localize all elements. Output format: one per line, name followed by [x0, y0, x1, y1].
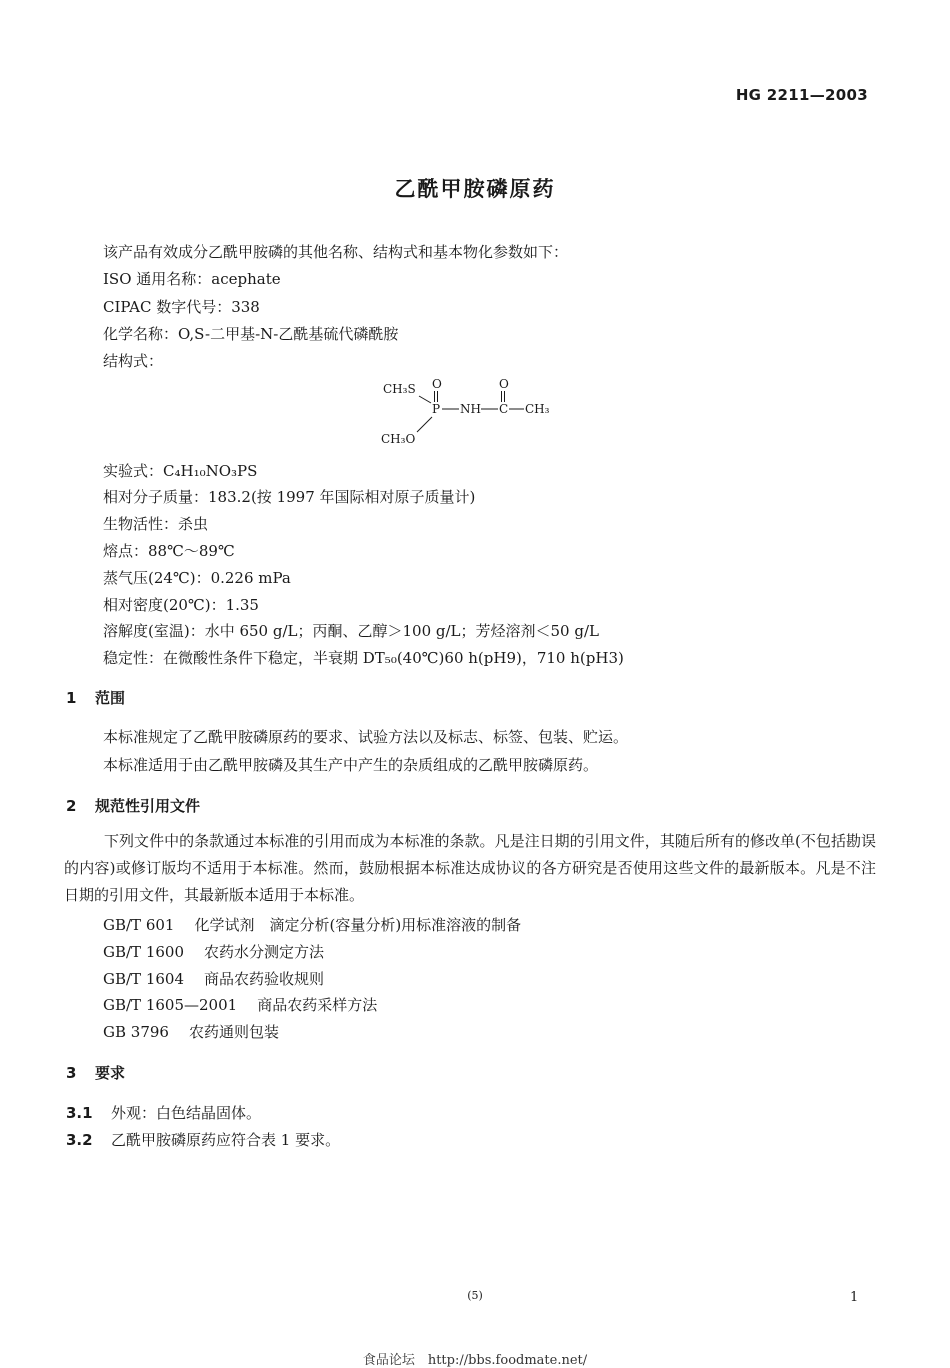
solubility: 溶解度(室温)：水中 650 g/L；丙酮、乙醇＞100 g/L；芳烃溶剂＜50 g/L	[103, 622, 599, 640]
struct-o-top: O	[432, 377, 442, 391]
struct-o-acyl: O	[499, 377, 509, 391]
watermark: 食品论坛 http://bbs.foodmate.net/	[362, 1353, 588, 1368]
section-1-para-1: 本标准规定了乙酰甲胺磷原药的要求、试验方法以及标志、标签、包装、贮运。	[103, 728, 629, 746]
struct-p: P	[432, 402, 441, 416]
standard-code: HG 2211—2003	[735, 86, 868, 104]
struct-ch3o: CH₃O	[381, 432, 416, 446]
section-1-para-2: 本标准适用于由乙酰甲胺磷及其生产中产生的杂质组成的乙酰甲胺磷原药。	[103, 756, 599, 774]
reference-item: GB/T 1605—2001 商品农药采样方法	[103, 996, 378, 1014]
bond-p-o-methoxy	[417, 417, 432, 432]
clause-3-2: 3.2 乙酰甲胺磷原药应符合表 1 要求。	[66, 1131, 341, 1149]
clause-3-1: 3.1 外观：白色结晶固体。	[66, 1104, 262, 1122]
cipac-code: CIPAC 数字代号：338	[103, 298, 260, 316]
melting-point: 熔点：88℃～89℃	[103, 542, 235, 560]
structure-label: 结构式：	[103, 352, 164, 370]
reference-item: GB 3796 农药通则包装	[103, 1023, 279, 1041]
vapor-pressure: 蒸气压(24℃)：0.226 mPa	[103, 569, 291, 587]
section-3-heading: 3 要求	[66, 1064, 126, 1082]
document-title: 乙酰甲胺磷原药	[394, 177, 556, 201]
structural-formula	[375, 372, 575, 454]
section-1-heading: 1 范围	[66, 689, 126, 707]
bioactivity: 生物活性：杀虫	[103, 515, 209, 533]
relative-density: 相对密度(20℃)：1.35	[103, 596, 259, 614]
chemical-name: 化学名称：O,S-二甲基-N-乙酰基硫代磷酰胺	[103, 325, 399, 343]
struct-c: C	[499, 402, 509, 416]
stability: 稳定性：在微酸性条件下稳定，半衰期 DT₅₀(40℃)60 h(pH9)，710 h(pH3)	[103, 649, 624, 667]
reference-item: GB/T 601 化学试剂 滴定分析(容量分析)用标准溶液的制备	[103, 916, 522, 934]
page-number: 1	[850, 1290, 859, 1305]
reference-item: GB/T 1604 商品农药验收规则	[103, 970, 325, 988]
iso-name: ISO 通用名称：acephate	[103, 270, 281, 288]
bond-s-p	[419, 396, 431, 403]
molecular-mass: 相对分子质量：183.2(按 1997 年国际相对原子质量计)	[103, 488, 476, 506]
empirical-formula: 实验式：C₄H₁₀NO₃PS	[103, 462, 258, 480]
section-2-heading: 2 规范性引用文件	[66, 797, 201, 815]
intro-lead: 该产品有效成分乙酰甲胺磷的其他名称、结构式和基本物化参数如下：	[103, 243, 569, 261]
struct-ch3: CH₃	[525, 402, 550, 416]
section-2-paragraph: 下列文件中的条款通过本标准的引用而成为本标准的条款。凡是注日期的引用文件，其随后所有的修改单(不包括勘误的内容)或修订版均不适用于本标准。然而，鼓励根据本标准达成协议的各方研究是否使用这些文件的最新版本。凡是不注日期的引用文件，其最新版本适用于本标准。	[64, 832, 876, 904]
page-label: (5)	[467, 1289, 483, 1302]
reference-item: GB/T 1600 农药水分测定方法	[103, 943, 325, 961]
struct-nh: NH	[460, 402, 481, 416]
struct-ch3s: CH₃S	[383, 382, 416, 396]
